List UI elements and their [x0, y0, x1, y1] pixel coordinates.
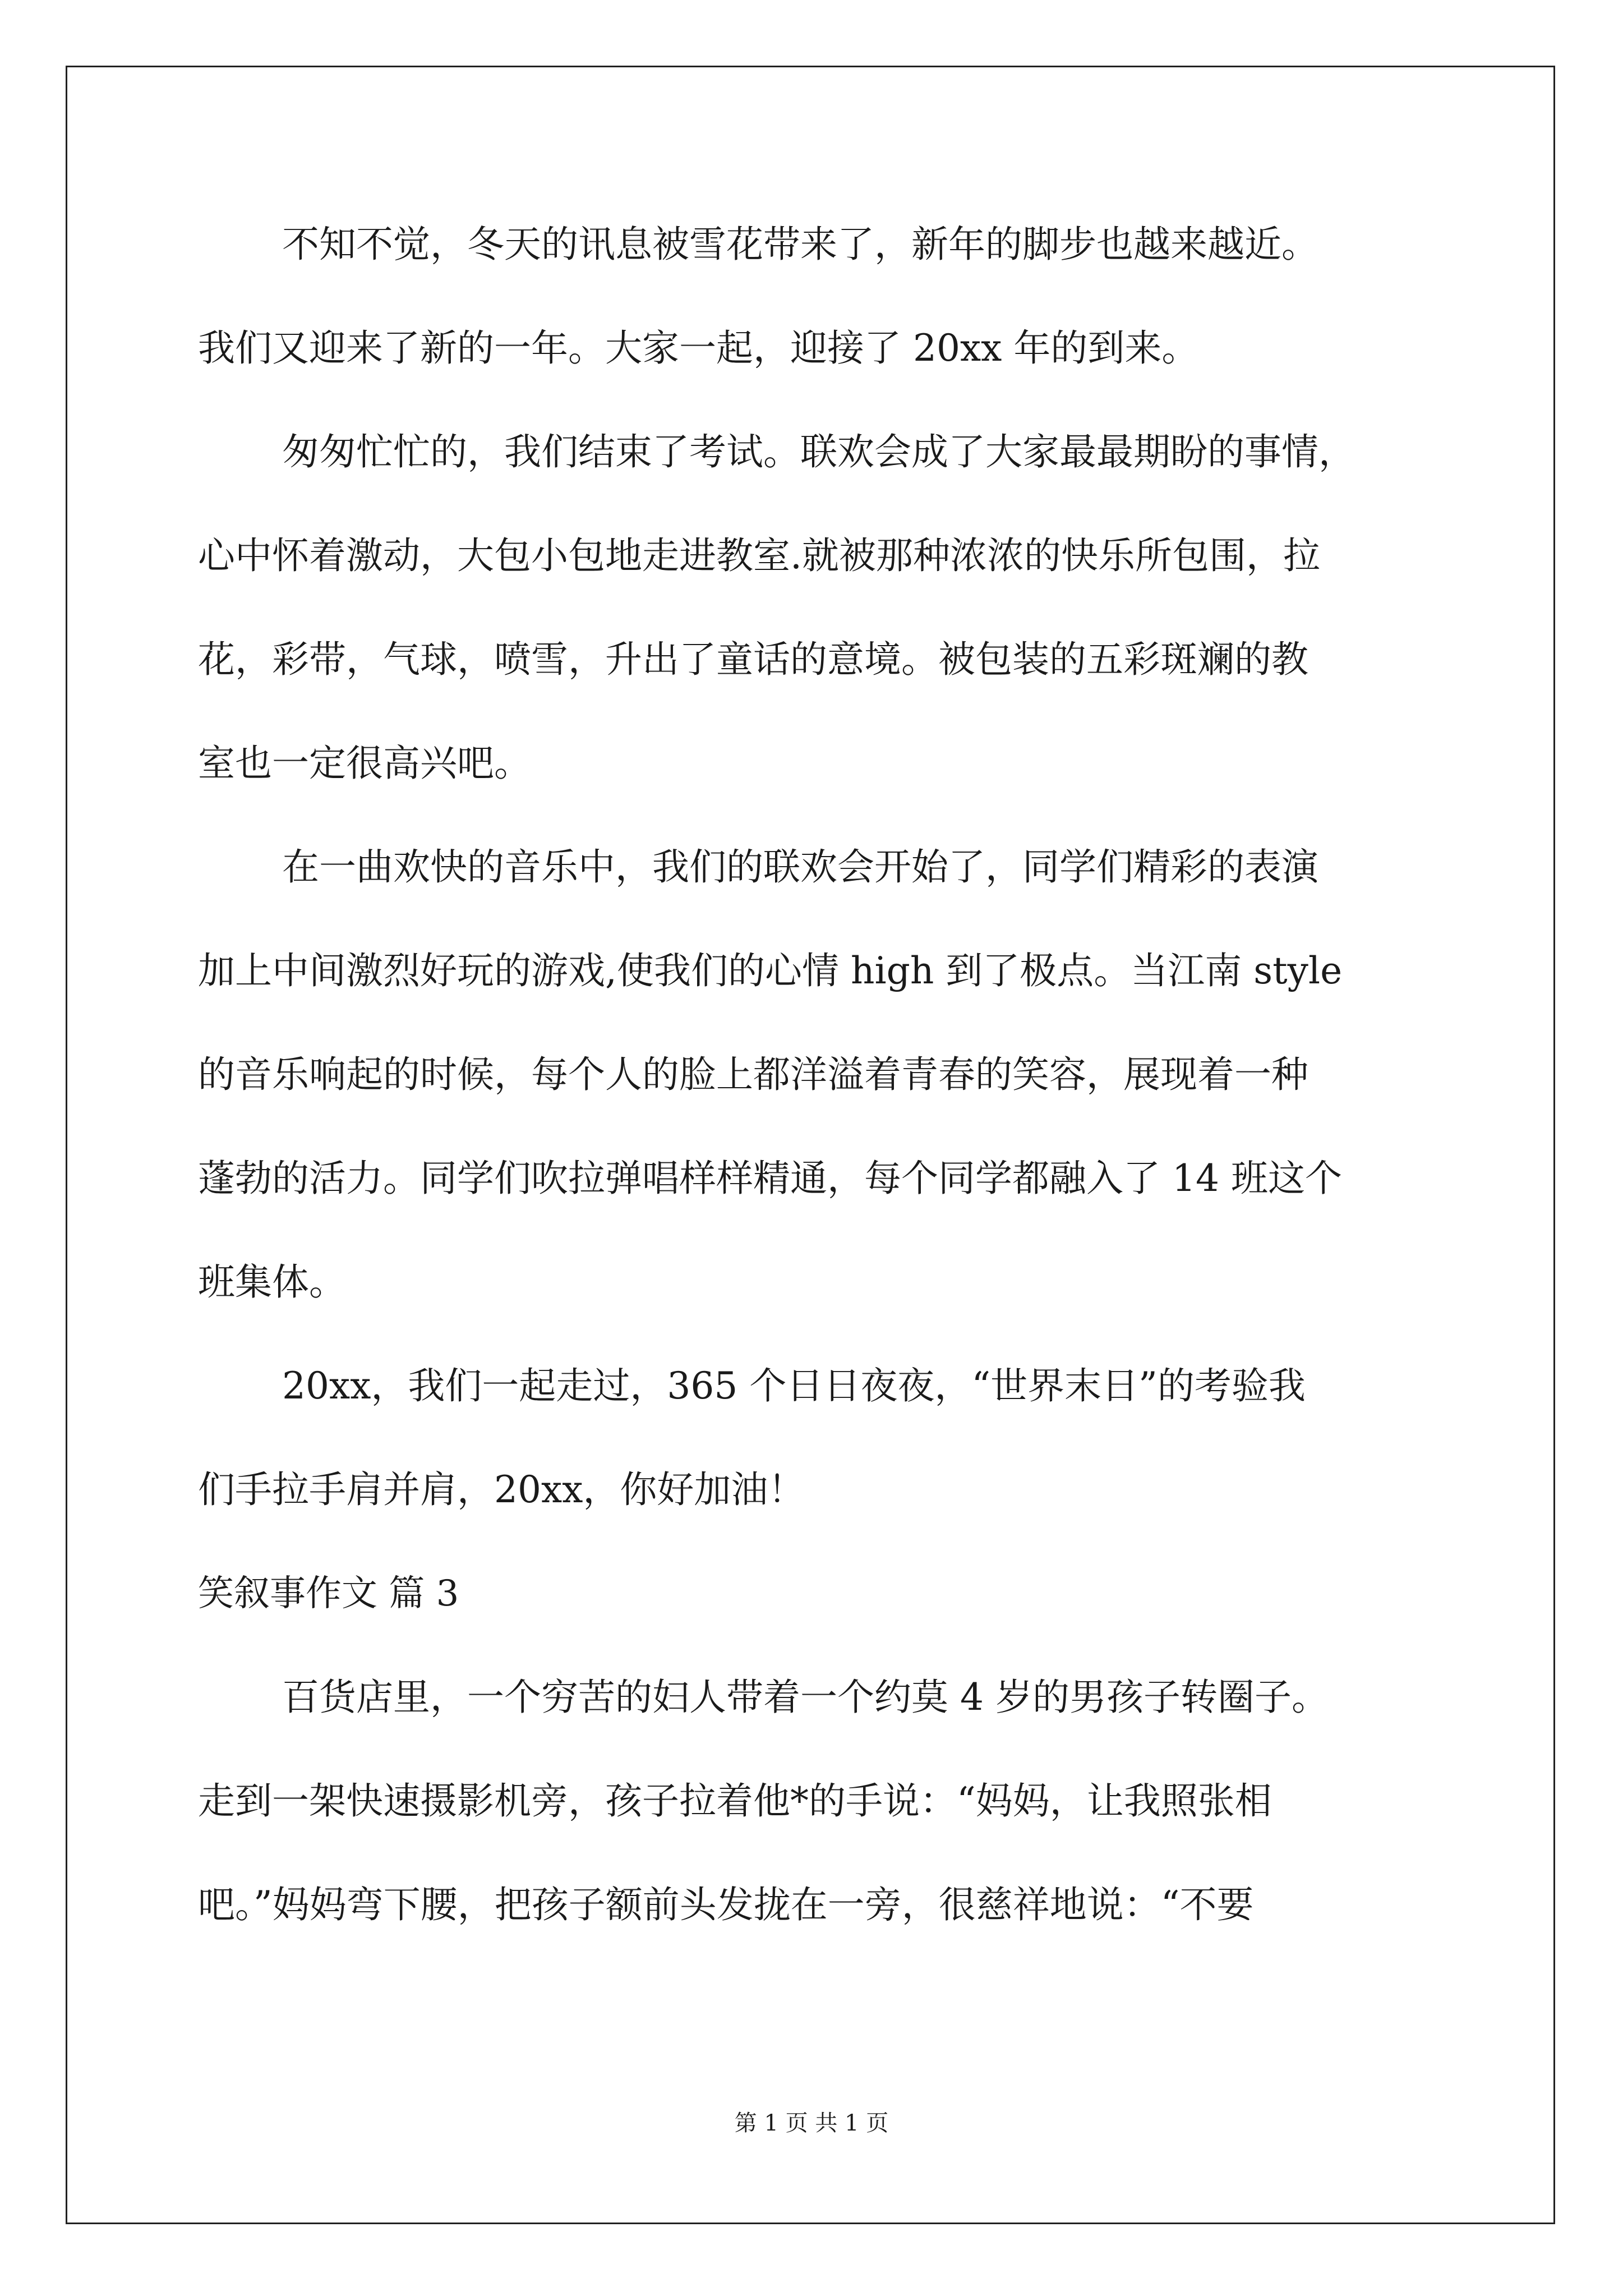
section-heading: 笑叙事作文 篇 3 — [198, 1573, 459, 1614]
paragraph-3-line-4: 蓬勃的活力。同学们吹拉弹唱样样精通，每个同学都融入了 14 班这个 — [198, 1157, 1342, 1200]
paragraph-4-line-2: 们手拉手肩并肩，20xx，你好加油！ — [198, 1468, 805, 1511]
paragraph-2-line-2: 心中怀着激动，大包小包地走进教室.就被那种浓浓的快乐所包围，拉 — [198, 534, 1320, 577]
paragraph-5-line-2: 走到一架快速摄影机旁，孩子拉着他*的手说：“妈妈，让我照张相 — [198, 1779, 1272, 1823]
paragraph-1-line-2: 我们又迎来了新的一年。大家一起，迎接了 20xx 年的到来。 — [198, 326, 1199, 370]
paragraph-3-line-3: 的音乐响起的时候，每个人的脸上都洋溢着青春的笑容，展现着一种 — [198, 1053, 1308, 1096]
paragraph-3-line-1: 在一曲欢快的音乐中，我们的联欢会开始了，同学们精彩的表演 — [282, 845, 1318, 889]
page-number: 第 1 页 共 1 页 — [734, 2110, 889, 2136]
paragraph-4-line-1: 20xx，我们一起走过，365 个日日夜夜，“世界末日”的考验我 — [282, 1364, 1306, 1407]
paragraph-2-line-3: 花，彩带，气球，喷雪，升出了童话的意境。被包装的五彩斑斓的教 — [198, 638, 1308, 681]
paragraph-5-line-1: 百货店里，一个穷苦的妇人带着一个约莫 4 岁的男孩子转圈子。 — [282, 1676, 1329, 1719]
paragraph-5-line-3: 吧。”妈妈弯下腰，把孩子额前头发拢在一旁，很慈祥地说：“不要 — [198, 1883, 1254, 1926]
paragraph-1-line-1: 不知不觉，冬天的讯息被雪花带来了，新年的脚步也越来越近。 — [282, 223, 1318, 266]
paragraph-3-line-2: 加上中间激烈好玩的游戏,使我们的心情 high 到了极点。当江南 style — [198, 949, 1343, 992]
paragraph-3-line-5: 班集体。 — [198, 1260, 346, 1304]
paragraph-2-line-4: 室也一定很高兴吧。 — [198, 742, 531, 785]
paragraph-2-line-1: 匆匆忙忙的，我们结束了考试。联欢会成了大家最最期盼的事情， — [282, 430, 1355, 473]
